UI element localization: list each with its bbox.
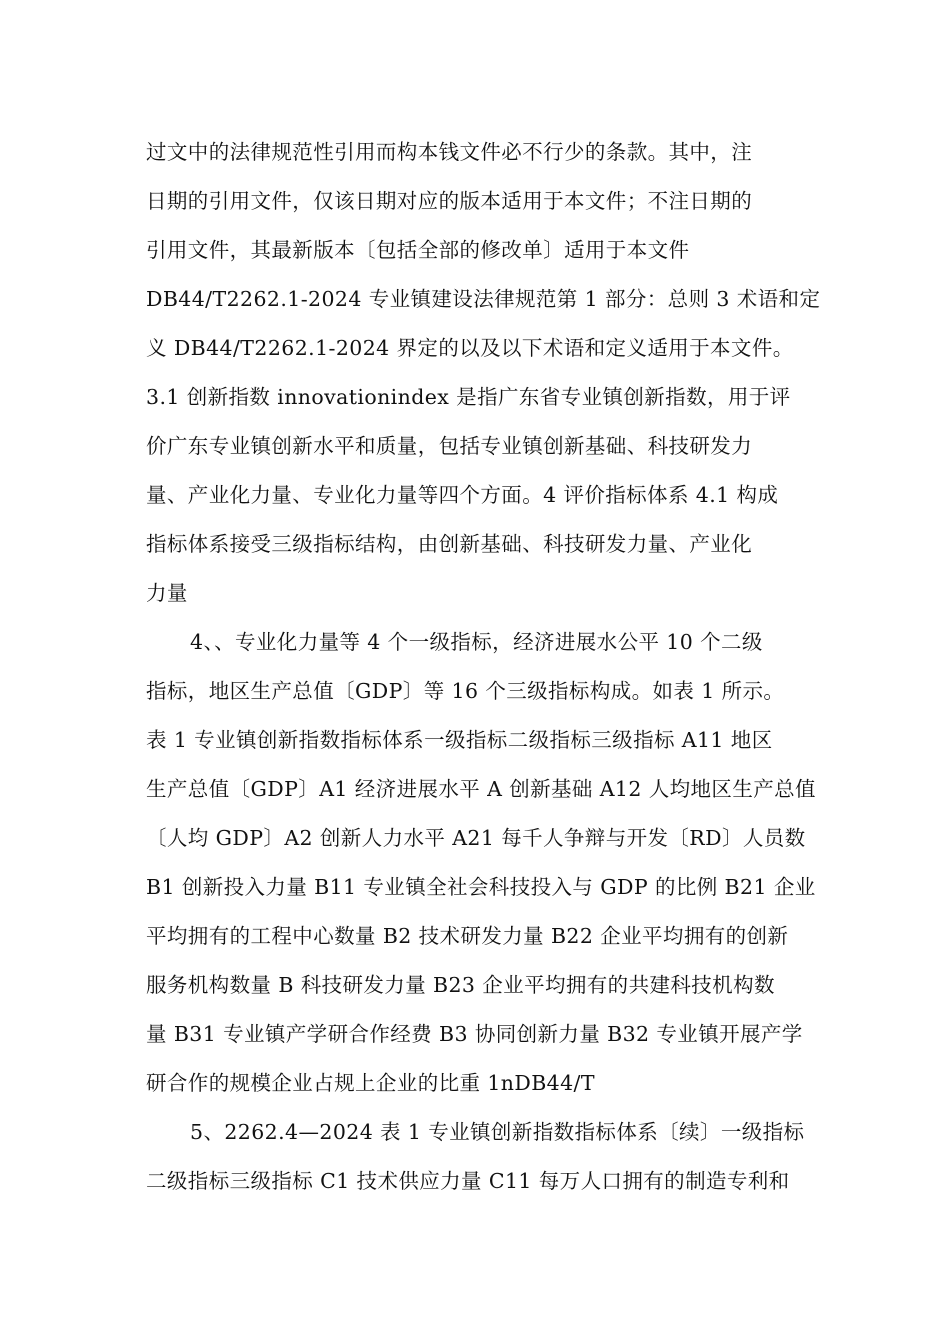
text-line: 5、2262.4—2024 表 1 专业镇创新指数指标体系〔续〕一级指标 (190, 1120, 805, 1144)
paragraph-1 (146, 128, 821, 618)
text-line: 表 1 专业镇创新指数指标体系一级指标二级指标三级指标 A11 地区 (146, 728, 773, 752)
text-line: 力量 (146, 581, 188, 605)
text-line: 〔人均 GDP〕A2 创新人力水平 A21 每千人争辩与开发〔RD〕人员数 (146, 826, 806, 850)
text-line: 服务机构数量 B 科技研发力量 B23 企业平均拥有的共建科技机构数 (146, 973, 775, 997)
text-line: 生产总值〔GDP〕A1 经济进展水平 A 创新基础 A12 人均地区生产总值 (146, 777, 816, 801)
text-line: 4、、专业化力量等 4 个一级指标，经济进展水公平 10 个二级 (190, 630, 763, 654)
paragraph-2 (146, 618, 816, 1108)
text-line: 引用文件，其最新版本〔包括全部的修改单〕适用于本文件 (146, 238, 690, 262)
text-line: 价广东专业镇创新水平和质量，包括专业镇创新基础、科技研发力 (146, 434, 753, 458)
text-line: B1 创新投入力量 B11 专业镇全社会科技投入与 GDP 的比例 B21 企业 (146, 875, 816, 899)
text-line: 量 B31 专业镇产学研合作经费 B3 协同创新力量 B32 专业镇开展产学 (146, 1022, 803, 1046)
text-line: 指标，地区生产总值〔GDP〕等 16 个三级指标构成。如表 1 所示。 (146, 679, 785, 703)
document-body (146, 128, 821, 1206)
text-line: 量、产业化力量、专业化力量等四个方面。4 评价指标体系 4.1 构成 (146, 483, 779, 507)
text-line: 平均拥有的工程中心数量 B2 技术研发力量 B22 企业平均拥有的创新 (146, 924, 789, 948)
text-line: 3.1 创新指数 innovationindex 是指广东省专业镇创新指数，用于评 (146, 385, 791, 409)
text-line: 日期的引用文件，仅该日期对应的版本适用于本文件；不注日期的 (146, 189, 753, 213)
text-line: DB44/T2262.1-2024 专业镇建设法律规范第 1 部分：总则 3 术语和定 (146, 287, 821, 311)
text-line: 指标体系接受三级指标结构，由创新基础、科技研发力量、产业化 (146, 532, 753, 556)
text-line: 过文中的法律规范性引用而构本钱文件必不行少的条款。其中，注 (146, 140, 753, 164)
text-line: 研合作的规模企业占规上企业的比重 1nDB44/T (146, 1071, 595, 1095)
paragraph-3 (146, 1108, 816, 1206)
text-line: 义 DB44/T2262.1-2024 界定的以及以下术语和定义适用于本文件。 (146, 336, 794, 360)
text-line: 二级指标三级指标 C1 技术供应力量 C11 每万人口拥有的制造专利和 (146, 1169, 790, 1193)
